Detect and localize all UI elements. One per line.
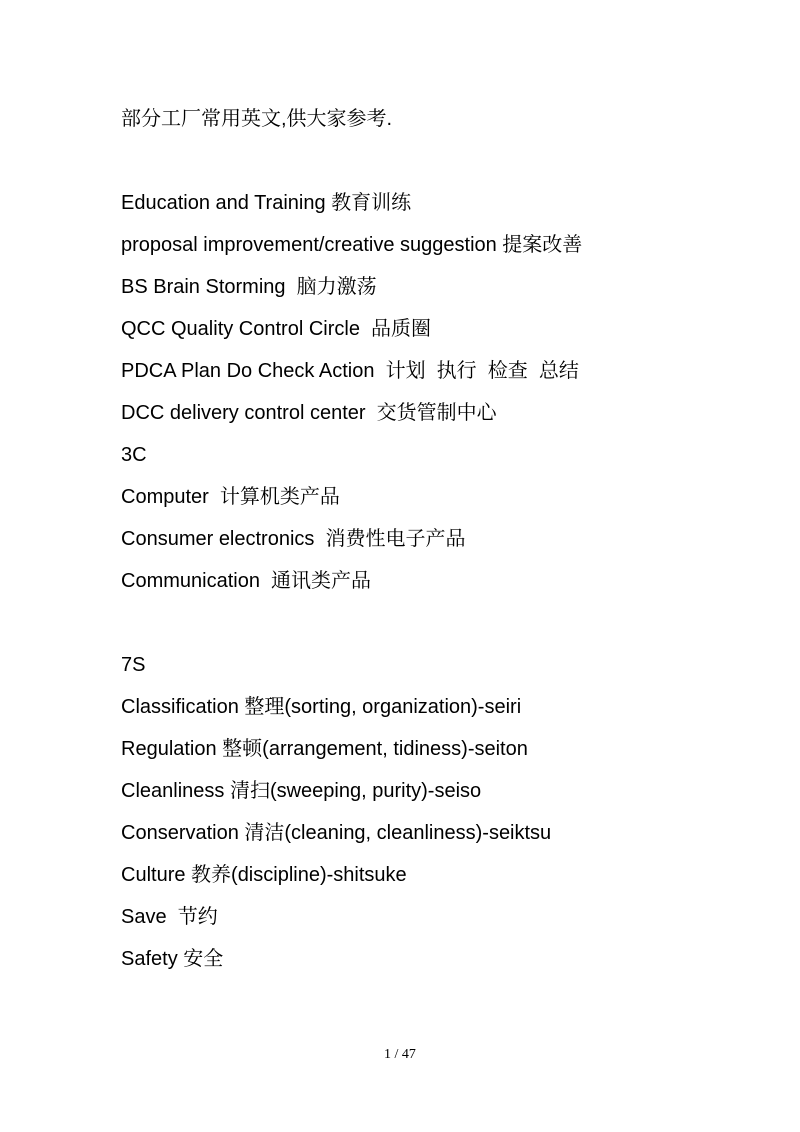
term-classification: Classification 整理(sorting, organization)-seiri (121, 696, 522, 718)
blank-line (121, 608, 781, 650)
term-save: Save 节约 (121, 906, 218, 928)
section-heading-3c: 3C (121, 444, 147, 466)
intro-line: 部分工厂常用英文,供大家参考. (121, 108, 393, 130)
term-communication: Communication 通讯类产品 (121, 570, 372, 592)
term-cleanliness: Cleanliness 清扫(sweeping, purity)-seiso (121, 780, 482, 802)
term-computer: Computer 计算机类产品 (121, 486, 340, 508)
term-dcc: DCC delivery control center 交货管制中心 (121, 402, 497, 424)
term-qcc: QCC Quality Control Circle 品质圈 (121, 318, 432, 340)
term-regulation: Regulation 整顿(arrangement, tidiness)-seiton (121, 738, 528, 760)
term-culture: Culture 教养(discipline)-shitsuke (121, 864, 407, 886)
blank-line (121, 146, 781, 188)
page-number: 1 / 47 (384, 1047, 416, 1062)
term-pdca: PDCA Plan Do Check Action 计划 执行 检查 总结 (121, 360, 579, 382)
term-brain-storming: BS Brain Storming 脑力激荡 (121, 276, 377, 298)
term-proposal-improvement: proposal improvement/creative suggestion 提案改善 (121, 234, 583, 256)
term-consumer-electronics: Consumer electronics 消费性电子产品 (121, 528, 466, 550)
term-safety: Safety 安全 (121, 948, 224, 970)
term-education-training: Education and Training 教育训练 (121, 192, 412, 214)
term-conservation: Conservation 清洁(cleaning, cleanliness)-seiktsu (121, 822, 552, 844)
document-body (121, 104, 781, 986)
section-heading-7s: 7S (121, 654, 146, 676)
